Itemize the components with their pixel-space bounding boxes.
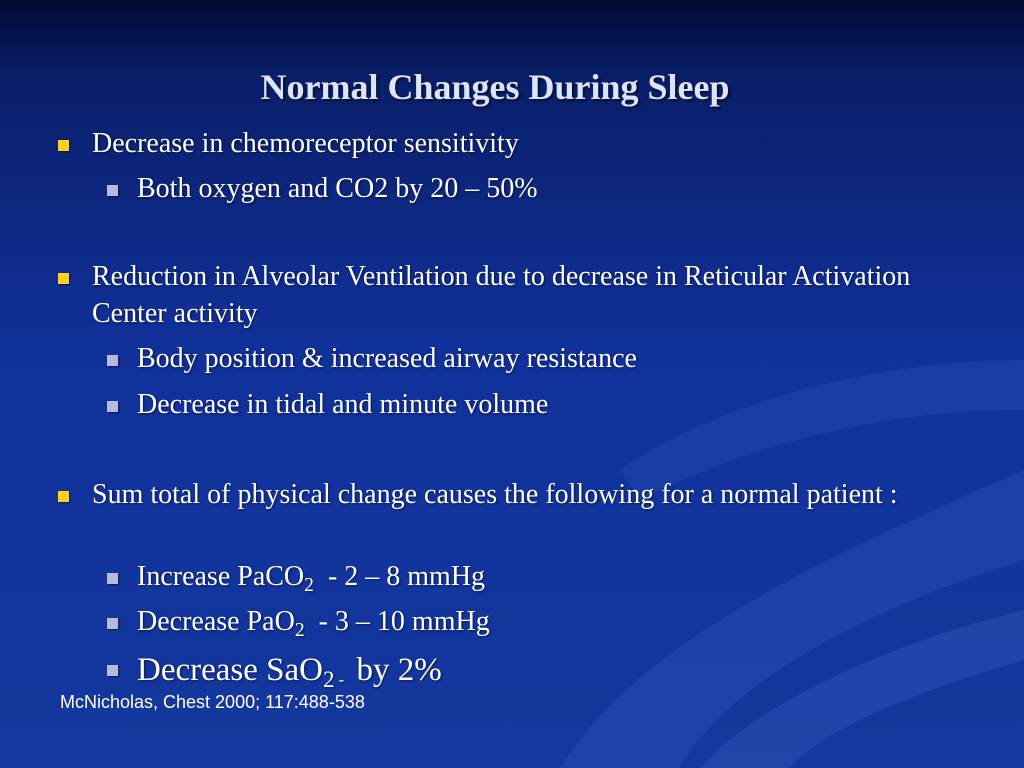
subscript: 2	[322, 665, 335, 692]
bullet-marker	[58, 491, 69, 502]
sub-bullet-marker	[107, 618, 118, 629]
sub-bullet-marker	[107, 573, 118, 584]
bullet-2-sub-1: Body position & increased airway resistance	[137, 343, 637, 374]
sub-text: - 2 – 8 mmHg	[313, 561, 486, 592]
bullet-1-sub-1: Both oxygen and CO2 by 20 – 50%	[137, 173, 538, 204]
sub-bullet-marker	[107, 665, 118, 676]
slide-title: Normal Changes During Sleep	[260, 67, 730, 107]
bullet-marker	[58, 273, 69, 284]
sub-bullet-marker	[107, 401, 118, 412]
sub-text: Increase PaCO	[137, 561, 305, 592]
sub-text: - 3 – 10 mmHg	[304, 606, 490, 637]
subscript: 2	[294, 619, 305, 641]
sub-text: by 2%	[348, 652, 442, 688]
sub-bullet-marker	[107, 185, 118, 196]
subscript: 2	[304, 574, 314, 596]
bullet-2-text: Reduction in Alveolar Ventilation due to decrease in Reticular Activation Center activity	[92, 261, 911, 329]
subscript-dash: -	[334, 669, 349, 689]
bullet-3-text: Sum total of physical change causes the following for a normal patient :	[92, 479, 898, 510]
bullet-3-sub-3	[137, 650, 442, 690]
bullet-marker	[58, 140, 69, 151]
bullet-2-sub-2: Decrease in tidal and minute volume	[137, 389, 549, 420]
bullet-3-sub-1	[137, 558, 957, 595]
sub-text: Decrease PaO	[137, 606, 295, 637]
sub-bullet-marker	[107, 355, 118, 366]
sub-text: Decrease SaO	[137, 652, 323, 688]
bullet-1-text: Decrease in chemoreceptor sensitivity	[92, 128, 519, 159]
citation: McNicholas, Chest 2000; 117:488-538	[60, 692, 365, 712]
bullet-3-sub-2	[137, 603, 957, 640]
